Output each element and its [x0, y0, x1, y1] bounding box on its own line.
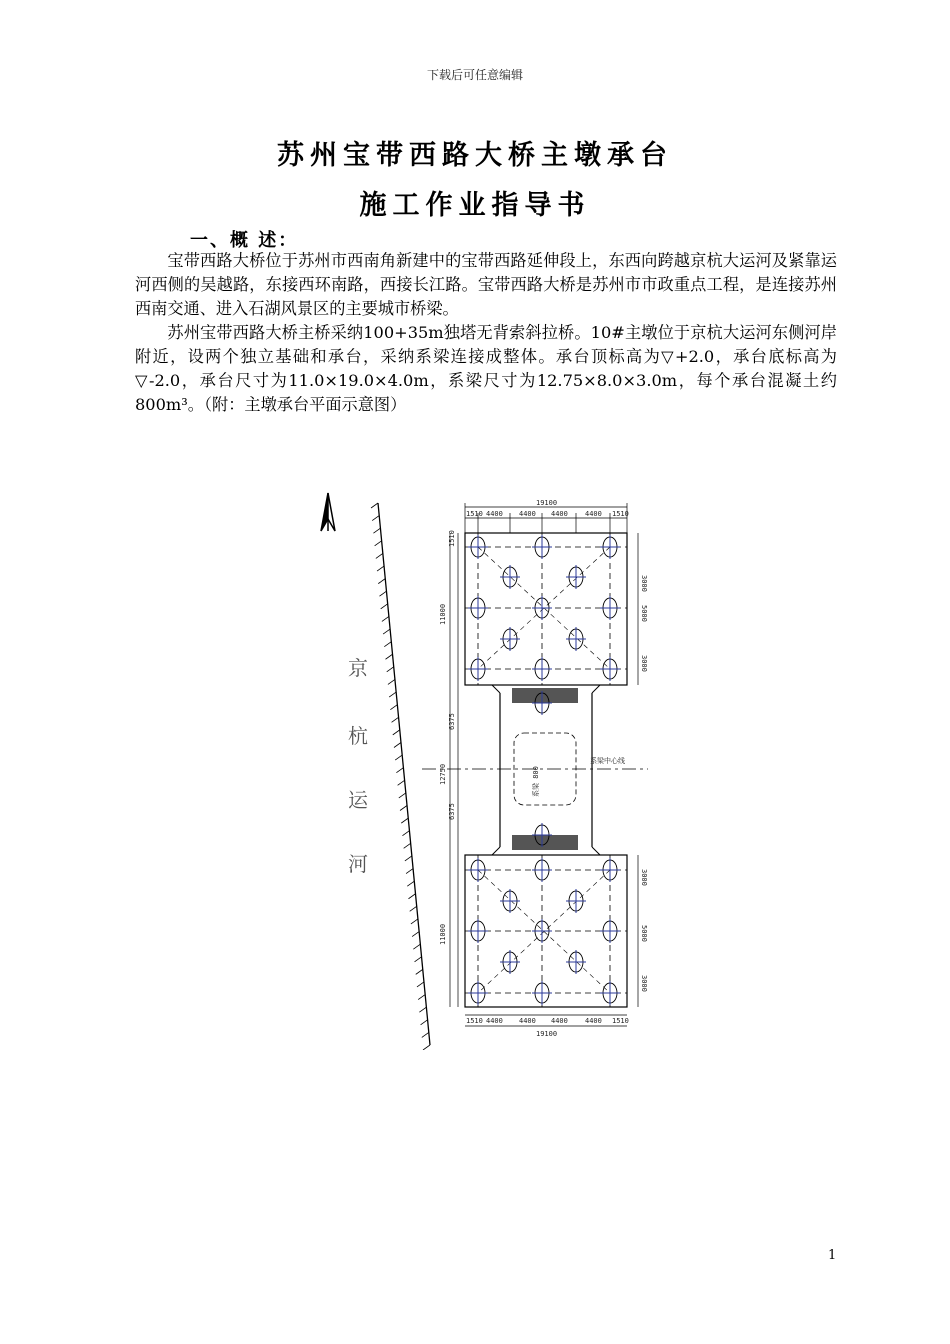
- svg-text:5000: 5000: [640, 605, 648, 622]
- svg-text:6375: 6375: [448, 713, 456, 730]
- svg-text:3000: 3000: [640, 575, 648, 592]
- svg-text:19100: 19100: [536, 499, 558, 507]
- svg-text:运: 运: [348, 788, 368, 812]
- pile-marker: [600, 858, 620, 882]
- svg-text:4400: 4400: [519, 510, 536, 518]
- bottom-dimensions: [465, 1015, 629, 1038]
- pile-marker: [500, 627, 520, 651]
- pile-marker: [600, 535, 620, 559]
- pile-marker: [500, 950, 520, 974]
- pile-marker: [468, 657, 488, 681]
- left-dimensions: [439, 530, 458, 1007]
- svg-text:1510: 1510: [466, 1017, 483, 1025]
- pile-marker: [468, 981, 488, 1005]
- pile-marker: [468, 596, 488, 620]
- pile-marker: [532, 919, 552, 943]
- header-note: 下载后可任意编辑: [426, 68, 523, 82]
- pier-cap-plan-drawing: [300, 485, 660, 1050]
- north-arrow-icon: [321, 493, 335, 531]
- svg-text:5000: 5000: [640, 925, 648, 942]
- top-dimensions: [465, 499, 629, 533]
- pile-marker: [468, 858, 488, 882]
- pile-marker: [566, 889, 586, 913]
- svg-text:京: 京: [348, 656, 368, 680]
- svg-text:4400: 4400: [486, 510, 503, 518]
- svg-text:11000: 11000: [439, 603, 447, 625]
- svg-text:1510: 1510: [612, 510, 629, 518]
- document-title-line1: 苏州宝带西路大桥主墩承台: [277, 140, 673, 171]
- pile-marker: [500, 565, 520, 589]
- svg-text:4400: 4400: [519, 1017, 536, 1025]
- river-label: [348, 656, 369, 876]
- pile-marker: [566, 565, 586, 589]
- svg-text:杭: 杭: [348, 724, 368, 748]
- svg-text:1510: 1510: [612, 1017, 629, 1025]
- overview-paragraph-1: 宝带西路大桥位于苏州市西南角新建中的宝带西路延伸段上，东西向跨越京杭大运河及紧靠运河西侧的吴越路，东接西环南路，西接长江路。宝带西路大桥是苏州市市政重点工程，是连接苏州西南交通、进入石湖风景区的主要城市桥梁。: [135, 251, 837, 318]
- pile-marker: [468, 919, 488, 943]
- pile-marker: [600, 657, 620, 681]
- pile-marker: [566, 627, 586, 651]
- svg-text:19100: 19100: [536, 1030, 558, 1038]
- pile-marker: [600, 919, 620, 943]
- pile-marker: [600, 981, 620, 1005]
- svg-text:3000: 3000: [640, 655, 648, 672]
- svg-text:4400: 4400: [585, 1017, 602, 1025]
- pile-marker: [532, 981, 552, 1005]
- svg-text:6375: 6375: [448, 803, 456, 820]
- svg-text:3000: 3000: [640, 975, 648, 992]
- svg-text:11000: 11000: [439, 923, 447, 945]
- overview-paragraph-2: 苏州宝带西路大桥主桥采纳100+35m独塔无背索斜拉桥。10#主墩位于京杭大运河东侧河岸附近，设两个独立基础和承台，采纳系梁连接成整体。承台顶标高为▽+2.0，承台底标高为▽-2.0，承台尺寸为11.0×19.0×4.0m，系梁尺寸为12.75×8.0×3.0m，每个承台混凝土约800m³。（附：主墩承台平面示意图）: [135, 323, 837, 414]
- pile-marker: [532, 535, 552, 559]
- pile-markers: [468, 535, 620, 1005]
- svg-text:1510: 1510: [448, 530, 456, 547]
- right-dimensions: [638, 533, 648, 1007]
- pile-marker: [566, 950, 586, 974]
- svg-text:4400: 4400: [551, 1017, 568, 1025]
- svg-text:4400: 4400: [551, 510, 568, 518]
- document-title-line2: 施工作业指导书: [359, 190, 591, 221]
- pile-marker: [468, 535, 488, 559]
- pile-marker: [500, 889, 520, 913]
- tie-beam: [422, 685, 648, 855]
- pile-marker: [532, 657, 552, 681]
- svg-text:3000: 3000: [640, 869, 648, 886]
- svg-text:4400: 4400: [585, 510, 602, 518]
- section-heading-overview: 一、概 述：: [190, 230, 299, 251]
- svg-text:系梁 800: 系梁 800: [532, 766, 540, 797]
- pile-marker: [532, 858, 552, 882]
- pile-marker: [600, 596, 620, 620]
- svg-text:12750: 12750: [439, 763, 447, 785]
- page-number: 1: [828, 1248, 837, 1263]
- svg-text:河: 河: [348, 852, 368, 876]
- svg-text:系梁中心线: 系梁中心线: [590, 757, 625, 765]
- river-bank-line: [371, 503, 430, 1050]
- svg-text:4400: 4400: [486, 1017, 503, 1025]
- svg-text:1510: 1510: [466, 510, 483, 518]
